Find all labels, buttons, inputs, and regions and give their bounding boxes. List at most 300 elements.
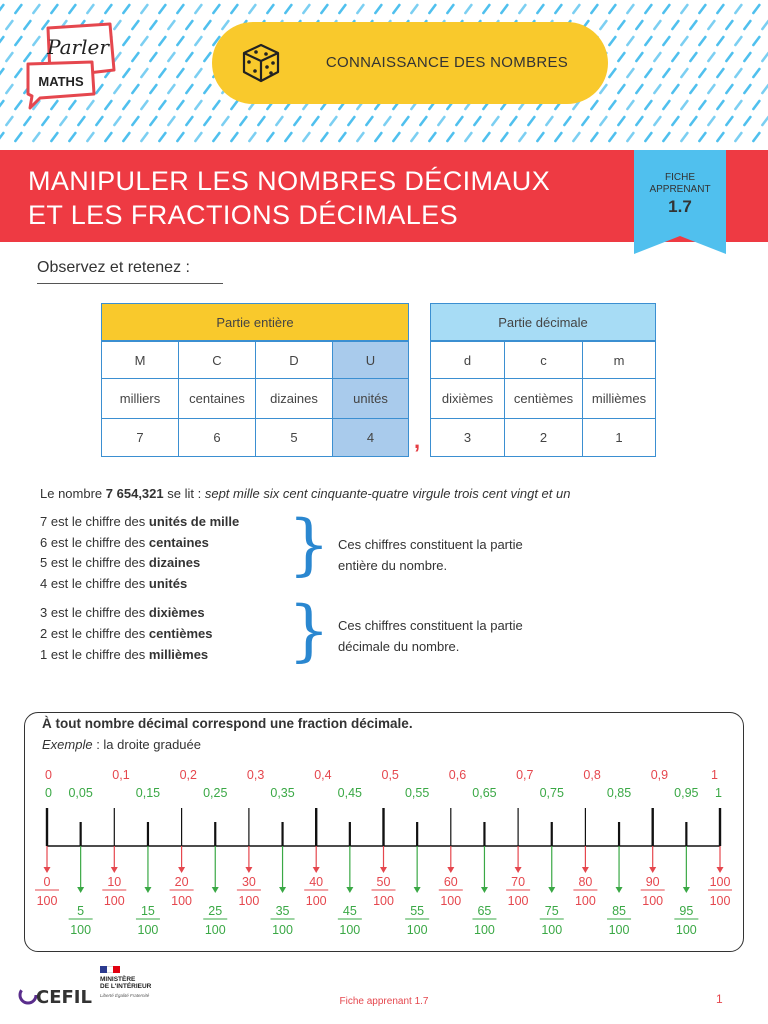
pattern-dash [123,133,129,141]
ministere-logo [100,966,180,998]
pattern-dash [267,133,273,141]
logo-maths: MATHS [38,74,84,89]
hundredth-numerator: 85 [612,904,627,918]
pattern-dash [699,69,705,77]
tenth-denominator: 100 [305,894,327,908]
pattern-dash [384,117,390,125]
numberline-title: À tout nombre décimal correspond une fraction décimale. [42,716,413,731]
footer-label: Fiche apprenant 1.7 [339,996,429,1007]
tenth-numerator: 0 [43,875,51,889]
table-letter-cell: m [582,341,656,379]
tenth-arrow-head [582,867,589,873]
digit-line: 1 est le chiffre des millièmes [40,647,209,662]
pattern-dash [735,101,741,109]
pattern-dash [330,117,336,125]
hundredth-numerator: 75 [544,904,559,918]
pattern-dash [411,5,417,13]
pattern-dash [303,5,309,13]
pattern-dash [195,101,201,109]
pattern-dash [546,117,552,125]
pattern-dash [627,5,633,13]
tenth-numerator: 100 [709,875,731,889]
pattern-dash [0,5,3,13]
pattern-dash [609,37,615,45]
pattern-dash [159,101,165,109]
pattern-dash [366,117,372,125]
pattern-dash [213,133,219,141]
table-letter-cell: d [430,341,505,379]
tenth-numerator: 30 [241,875,256,889]
pattern-dash [159,5,165,13]
pattern-dash [735,133,741,141]
pattern-dash [339,5,345,13]
hundredth-numerator: 65 [477,904,492,918]
pattern-dash [321,133,327,141]
pattern-dash [690,117,696,125]
pattern-dash [717,69,723,77]
pattern-dash [654,21,660,29]
pattern-dash [618,21,624,29]
pattern-dash [267,5,273,13]
page-title-line2: ET LES FRACTIONS DÉCIMALES [28,200,458,230]
pattern-dash [0,69,3,77]
pattern-dash [213,101,219,109]
pattern-dash [150,117,156,125]
pattern-dash [717,133,723,141]
pattern-dash [510,117,516,125]
hundredth-denominator: 100 [204,923,226,937]
tenth-denominator: 100 [574,894,596,908]
pattern-dash [609,101,615,109]
heading-underline [37,283,223,284]
tenth-arrow-head [717,867,724,873]
pattern-dash [645,101,651,109]
pattern-dash [231,5,237,13]
table-name-cell: millièmes [582,378,656,419]
pattern-dash [132,53,138,61]
table-letter-cell: U [332,341,409,379]
pattern-dash [285,5,291,13]
hundredth-arrow-head [346,887,353,893]
pattern-dash [717,5,723,13]
pattern-dash [204,21,210,29]
pattern-dash [645,133,651,141]
pattern-dash [465,5,471,13]
pattern-dash [60,117,66,125]
tenth-arrow-head [178,867,185,873]
tenth-numerator: 50 [376,875,391,889]
pattern-dash [141,69,147,77]
pattern-dash [15,101,21,109]
pattern-dash [105,5,111,13]
pattern-dash [663,101,669,109]
pattern-dash [708,53,714,61]
hundredth-label: 0,35 [270,786,295,800]
pattern-dash [87,133,93,141]
pattern-dash [726,21,732,29]
pattern-dash [663,5,669,13]
pattern-dash [627,133,633,141]
pattern-dash [6,85,12,93]
hundredth-denominator: 100 [137,923,159,937]
pattern-dash [465,133,471,141]
hundredth-label: 0,95 [674,786,699,800]
tenth-numerator: 40 [309,875,324,889]
tenth-denominator: 100 [709,894,731,908]
pattern-dash [393,133,399,141]
hundredth-numerator: 45 [342,904,357,918]
pattern-dash [609,133,615,141]
pattern-dash [726,53,732,61]
pattern-dash [753,133,759,141]
tenth-arrow-head [44,867,51,873]
pattern-dash [0,101,3,109]
pattern-dash [177,101,183,109]
tenth-arrow-head [515,867,522,873]
pattern-dash [654,53,660,61]
pattern-dash [411,133,417,141]
tenth-numerator: 20 [174,875,189,889]
digit-line: 7 est le chiffre des unités de mille [40,514,240,529]
pattern-dash [753,5,759,13]
pattern-dash [537,133,543,141]
tenth-arrow-head [380,867,387,873]
tenth-label: 0,5 [381,768,399,782]
pattern-dash [753,101,759,109]
tenth-numerator: 60 [443,875,458,889]
pattern-dash [87,5,93,13]
pattern-dash [519,133,525,141]
pattern-dash [654,117,660,125]
pattern-dash [222,21,228,29]
pattern-dash [591,101,597,109]
pattern-dash [744,85,750,93]
pattern-dash [96,117,102,125]
pattern-dash [123,37,129,45]
tenth-numerator: 10 [107,875,122,889]
numberline-example: Exemple : la droite graduée [42,737,201,752]
hundredth-arrow-head [279,887,286,893]
pattern-dash [636,21,642,29]
pattern-dash [168,53,174,61]
pattern-dash [717,37,723,45]
pattern-dash [708,117,714,125]
hundredth-label: 0 [45,786,52,800]
pattern-dash [357,133,363,141]
pattern-dash [159,37,165,45]
pattern-dash [150,53,156,61]
digit-line: 3 est le chiffre des dixièmes [40,605,205,620]
pattern-dash [735,69,741,77]
pattern-dash [204,117,210,125]
reading-words: sept mille six cent cinquante-quatre virgule trois cent vingt et un [204,486,571,501]
tenth-denominator: 100 [103,894,125,908]
pattern-dash [663,37,669,45]
table-name-cell: centièmes [504,378,583,419]
pattern-dash [744,53,750,61]
pattern-dash [672,117,678,125]
pattern-dash [600,21,606,29]
tenth-label: 0,6 [448,768,467,782]
hundredth-numerator: 25 [208,904,223,918]
pattern-dash [636,117,642,125]
pattern-dash [33,133,39,141]
digit-line: 6 est le chiffre des centaines [40,535,209,550]
pattern-dash [726,85,732,93]
pattern-dash [132,21,138,29]
tenth-arrow-head [649,867,656,873]
table-digit-cell: 4 [332,418,409,457]
pattern-dash [0,37,3,45]
hundredth-label: 0,25 [203,786,228,800]
pattern-dash [69,5,75,13]
hundredth-label: 0,65 [472,786,497,800]
decimal-part-header: Partie décimale [430,303,656,341]
pattern-dash [222,117,228,125]
digit-line: 5 est le chiffre des dizaines [40,555,201,570]
pattern-dash [357,5,363,13]
pattern-dash [753,37,759,45]
tenth-arrow-head [447,867,454,873]
pattern-dash [591,5,597,13]
pattern-dash [123,5,129,13]
hundredth-arrow-head [212,887,219,893]
table-letter-cell: C [178,341,256,379]
pattern-dash [123,101,129,109]
table-name-cell: unités [332,378,409,419]
section-heading: Observez et retenez : [37,259,190,276]
pattern-dash [204,53,210,61]
pattern-dash [726,117,732,125]
hundredth-numerator: 15 [140,904,155,918]
hundredth-label: 0,55 [404,786,430,800]
tenth-denominator: 100 [642,894,664,908]
pattern-dash [168,117,174,125]
pattern-dash [339,133,345,141]
tenth-label: 0,9 [650,768,669,782]
pattern-dash [708,85,714,93]
reading-middle: se lit : [167,486,202,501]
pattern-dash [150,21,156,29]
pattern-dash [690,53,696,61]
tenth-numerator: 70 [511,875,526,889]
pattern-dash [393,5,399,13]
pattern-dash [195,5,201,13]
pattern-dash [348,117,354,125]
pattern-dash [762,21,768,29]
pattern-dash [375,133,381,141]
pattern-dash [627,101,633,109]
pattern-dash [708,21,714,29]
ribbon-number: 1.7 [668,197,692,216]
pattern-dash [420,117,426,125]
pattern-dash [33,5,39,13]
table-name-cell: centaines [178,378,256,419]
pattern-dash [141,101,147,109]
tenth-label: 0,2 [179,768,197,782]
hundredth-denominator: 100 [474,923,495,937]
table-digit-cell: 2 [504,418,583,457]
pattern-dash [645,5,651,13]
pattern-dash [15,69,21,77]
pattern-dash [528,117,534,125]
pattern-dash [114,117,120,125]
reading-prefix: Le nombre [40,486,103,501]
table-letter-cell: c [504,341,583,379]
table-digit-cell: 5 [255,418,333,457]
hundredth-denominator: 100 [541,923,563,937]
pattern-dash [672,85,678,93]
pattern-dash [699,101,705,109]
reading-number: 7 654,321 [105,486,164,501]
hundredth-denominator: 100 [675,923,697,937]
pattern-dash [375,5,381,13]
hundredth-denominator: 100 [272,923,293,937]
decimal-note: Ces chiffres constituent la partie décimale du nombre. [338,618,523,654]
logo-parler: Parler [47,35,109,59]
hundredth-denominator: 100 [608,923,630,937]
pattern-dash [78,117,84,125]
pattern-dash [177,37,183,45]
cefil-text: CEFIL [36,987,92,1008]
pattern-dash [690,21,696,29]
table-digit-cell: 1 [582,418,656,457]
pattern-dash [132,117,138,125]
pattern-dash [447,5,453,13]
pattern-dash [249,5,255,13]
pattern-dash [51,5,57,13]
hundredth-arrow-head [77,887,84,893]
digit-line: 2 est le chiffre des centièmes [40,626,213,641]
hundredth-label: 0,75 [539,786,564,800]
pattern-dash [195,69,201,77]
tenth-arrow-head [245,867,252,873]
pattern-dash [258,117,264,125]
tenth-label: 0,7 [516,768,534,782]
pattern-dash [69,133,75,141]
hundredth-arrow-head [616,887,623,893]
pattern-dash [483,133,489,141]
table-name-cell: dizaines [255,378,333,419]
pattern-dash [681,133,687,141]
tenth-denominator: 100 [373,894,394,908]
pattern-dash [501,133,507,141]
tenth-label: 0,8 [583,768,601,782]
tenth-label: 0,4 [314,768,332,782]
page-title [28,164,618,232]
pattern-dash [681,101,687,109]
ministere-motto: Liberté Égalité Fraternité [100,993,150,998]
pattern-dash [672,53,678,61]
pattern-dash [6,53,12,61]
pattern-dash [177,133,183,141]
tenth-numerator: 80 [578,875,593,889]
pattern-dash [195,37,201,45]
pattern-dash [168,85,174,93]
pattern-dash [105,133,111,141]
pattern-dash [285,133,291,141]
pattern-dash [438,117,444,125]
pattern-dash [573,133,579,141]
pattern-dash [15,5,21,13]
pattern-dash [303,133,309,141]
tenth-label: 0 [45,768,52,782]
pattern-dash [663,133,669,141]
pattern-dash [456,117,462,125]
pattern-dash [582,117,588,125]
pattern-dash [735,5,741,13]
pattern-dash [690,85,696,93]
hundredth-label: 1 [715,786,722,800]
pattern-dash [627,69,633,77]
hundredth-numerator: 5 [77,904,85,918]
dice-icon [240,42,282,84]
pattern-dash [312,117,318,125]
tenth-numerator: 90 [645,875,660,889]
pattern-dash [573,5,579,13]
pattern-dash [762,117,768,125]
pattern-dash [609,69,615,77]
pattern-dash [474,117,480,125]
pattern-dash [681,69,687,77]
pattern-dash [123,69,129,77]
pattern-dash [15,133,21,141]
pattern-dash [15,37,21,45]
pattern-dash [321,5,327,13]
pattern-dash [177,69,183,77]
digit-line: 4 est le chiffre des unités [40,576,188,591]
ministere-line1: MINISTÈRE [100,976,136,983]
table-name-cell: dixièmes [430,378,505,419]
pattern-dash [717,101,723,109]
hundredth-numerator: 95 [679,904,694,918]
hundredth-numerator: 55 [410,904,425,918]
pattern-dash [537,5,543,13]
pattern-dash [699,5,705,13]
pattern-dash [744,117,750,125]
parler-maths-logo [22,20,122,110]
pattern-dash [591,133,597,141]
table-name-cell: milliers [101,378,179,419]
pattern-dash [744,21,750,29]
decimal-comma: , [414,428,421,453]
pattern-dash [681,37,687,45]
tenth-denominator: 100 [507,894,529,908]
hundredth-label: 0,45 [337,786,363,800]
tenth-denominator: 100 [171,894,193,908]
pattern-dash [231,101,237,109]
pattern-dash [213,5,219,13]
table-digit-cell: 6 [178,418,256,457]
pattern-dash [681,5,687,13]
pattern-dash [501,5,507,13]
tenth-label: 0,3 [246,768,265,782]
tenth-denominator: 100 [440,894,462,908]
pattern-dash [447,133,453,141]
integer-brace-icon: } [288,506,330,583]
pattern-dash [609,5,615,13]
pattern-dash [600,85,606,93]
pattern-dash [141,37,147,45]
pattern-dash [0,133,3,141]
hundredth-denominator: 100 [70,923,92,937]
pattern-dash [735,37,741,45]
hundredth-label: 0,05 [68,786,93,800]
pattern-dash [519,5,525,13]
pattern-dash [663,69,669,77]
decimal-brace-icon: } [288,592,330,669]
pattern-dash [168,21,174,29]
